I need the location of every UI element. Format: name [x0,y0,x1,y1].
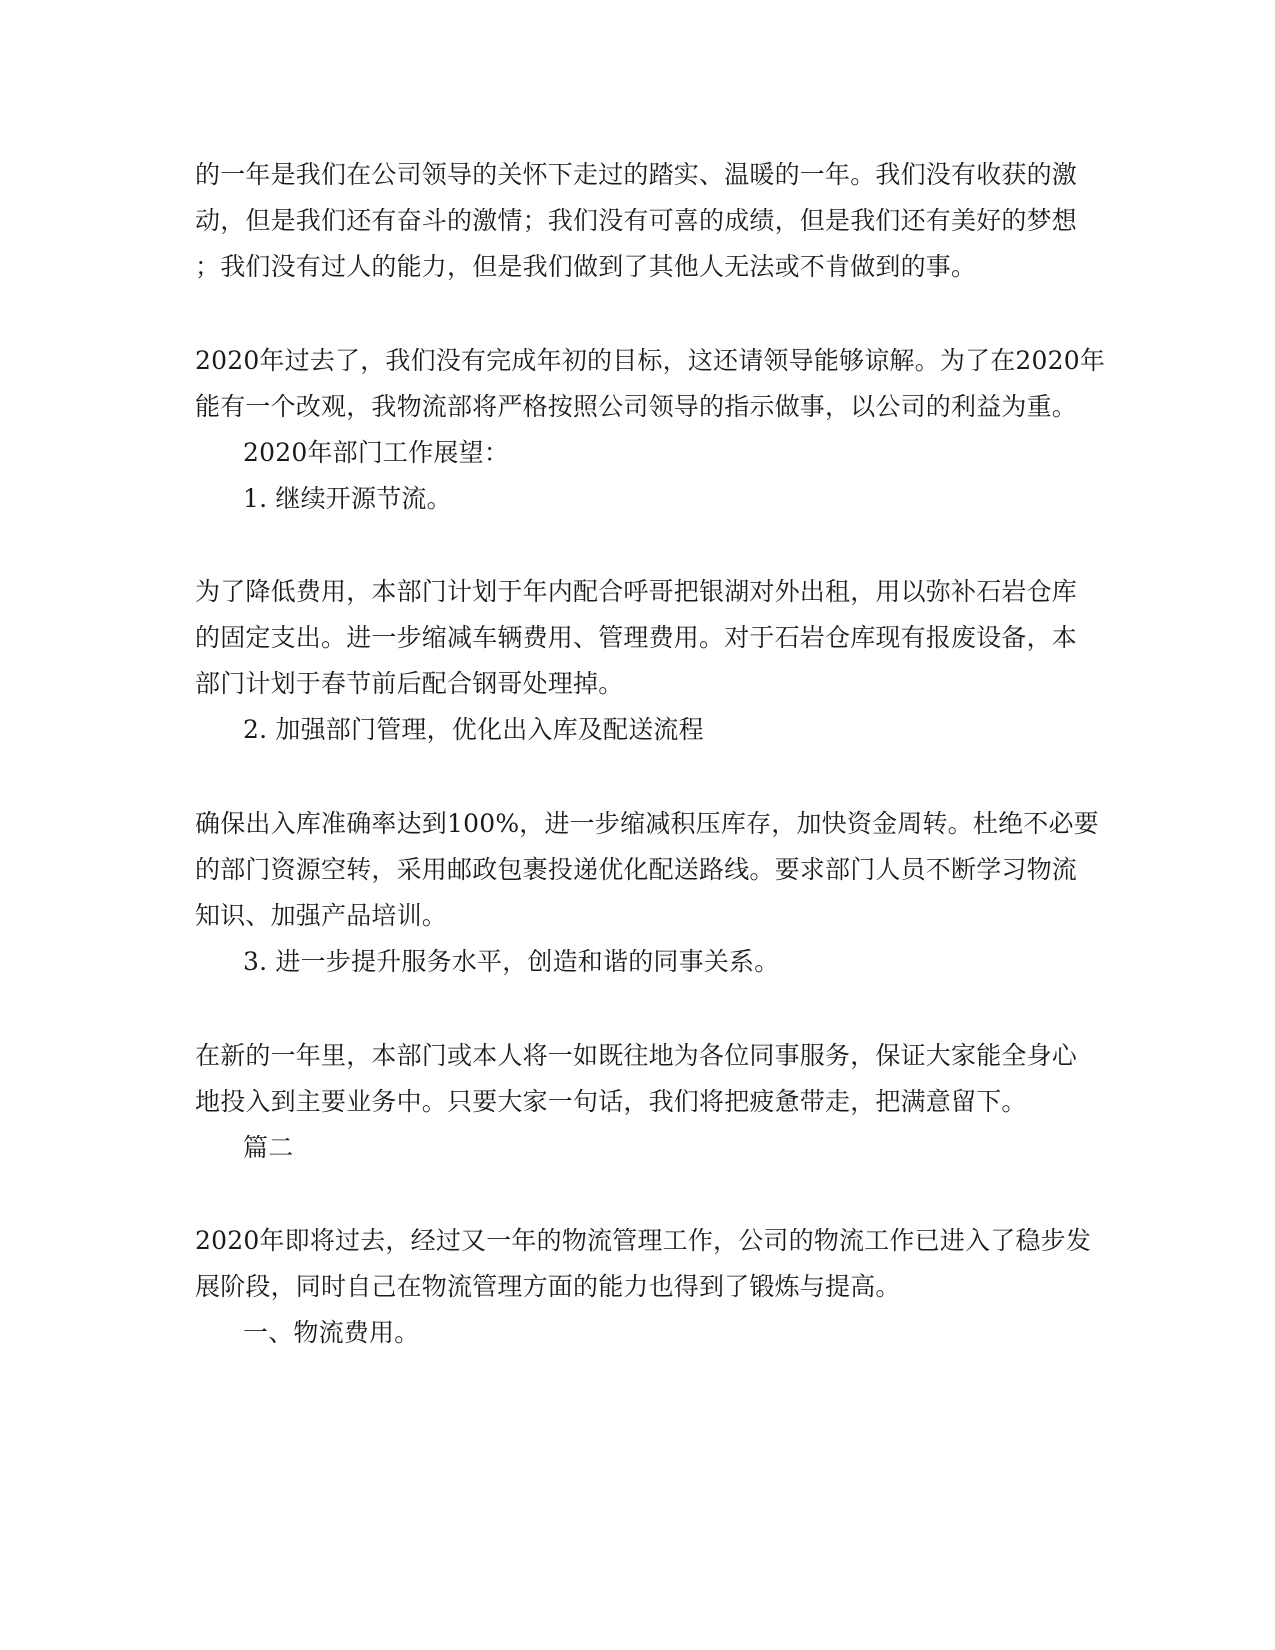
section-1-heading: 一、物流费用。 [243,1318,420,1347]
item-2-line-3: 知识、加强产品培训。 [195,901,448,930]
paragraph-2-line-1: 2020年过去了，我们没有完成年初的目标，这还请领导能够谅解。为了在2020年 [195,346,1106,375]
item-3-title: 3. 进一步提升服务水平，创造和谐的同事关系。 [243,947,780,976]
item-3-line-2: 地投入到主要业务中。只要大家一句话，我们将把疲惫带走，把满意留下。 [195,1087,1027,1116]
item-1-line-2: 的固定支出。进一步缩减车辆费用、管理费用。对于石岩仓库现有报废设备，本 [195,623,1078,652]
item-1-line-1: 为了降低费用，本部门计划于年内配合呼哥把银湖对外出租，用以弥补石岩仓库 [195,577,1078,606]
item-2-line-1: 确保出入库准确率达到100%，进一步缩减积压库存，加快资金周转。杜绝不必要 [195,809,1099,838]
item-2-title: 2. 加强部门管理，优化出入库及配送流程 [243,715,704,744]
item-1-title: 1. 继续开源节流。 [243,484,452,513]
paragraph-1-line-1: 的一年是我们在公司领导的关怀下走过的踏实、温暖的一年。我们没有收获的激 [195,160,1078,189]
paragraph-3-line-2: 展阶段，同时自己在物流管理方面的能力也得到了锻炼与提高。 [195,1272,901,1301]
item-2-line-2: 的部门资源空转，采用邮政包裹投递优化配送路线。要求部门人员不断学习物流 [195,855,1078,884]
outlook-heading: 2020年部门工作展望： [243,438,510,467]
item-3-line-1: 在新的一年里，本部门或本人将一如既往地为各位同事服务，保证大家能全身心 [195,1041,1078,1070]
paragraph-3-line-1: 2020年即将过去，经过又一年的物流管理工作，公司的物流工作已进入了稳步发 [195,1226,1092,1255]
part-two-heading: 篇二 [243,1133,294,1162]
item-1-line-3: 部门计划于春节前后配合钢哥处理掉。 [195,669,624,698]
paragraph-1-line-2: 动，但是我们还有奋斗的激情；我们没有可喜的成绩，但是我们还有美好的梦想 [195,206,1078,235]
paragraph-1-line-3: ；我们没有过人的能力，但是我们做到了其他人无法或不肯做到的事。 [195,252,977,281]
paragraph-2-line-2: 能有一个改观，我物流部将严格按照公司领导的指示做事，以公司的利益为重。 [195,392,1078,421]
